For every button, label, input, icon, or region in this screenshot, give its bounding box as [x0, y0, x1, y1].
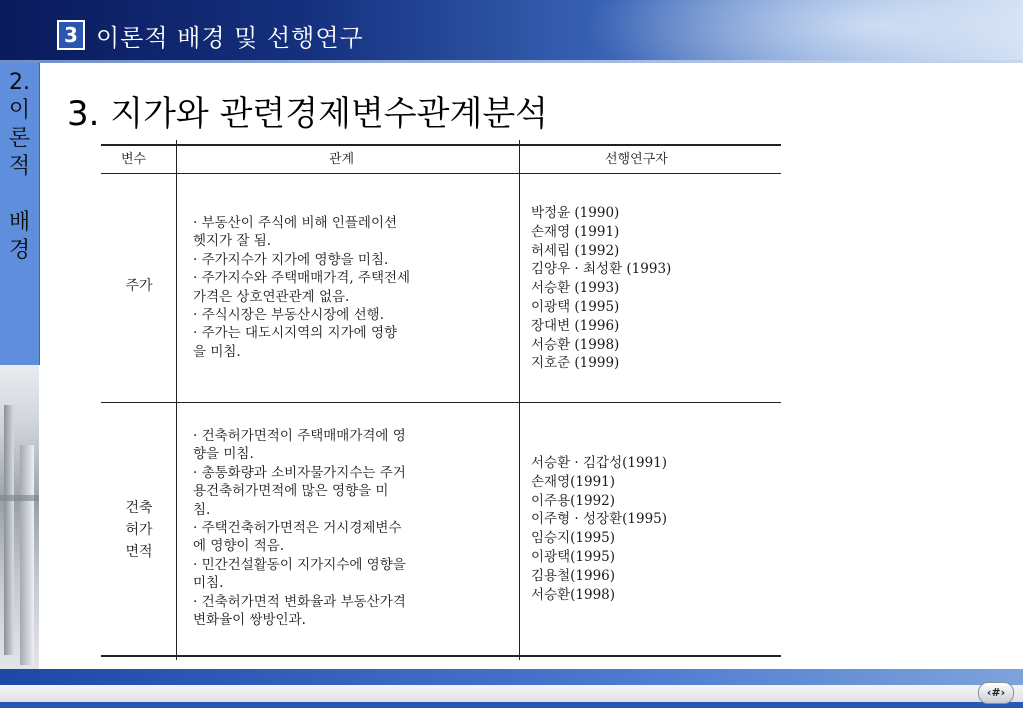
variable-line: 건축 — [125, 500, 153, 516]
row-building-permit-variable — [103, 497, 175, 563]
researcher-line: 손재영 (1991) — [531, 223, 620, 240]
section-title: 이론적 배경 및 선행연구 — [96, 24, 364, 52]
footer-bottom-stripe — [0, 702, 1023, 708]
relation-line: · 총통화량과 소비자물가지수는 주거 — [193, 464, 406, 481]
sidebar-label-line: 이 — [8, 98, 31, 123]
row-building-permit-researchers — [531, 454, 781, 604]
row-stock-researchers — [531, 204, 781, 373]
sidebar-label-text — [0, 69, 39, 265]
relation-line: · 건축허가면적이 주택매매가격에 영 — [193, 428, 406, 444]
researcher-line: 김양우 · 최성환 (1993) — [531, 261, 672, 278]
relation-line: · 건축허가면적 변화율과 부동산가격 — [193, 593, 406, 610]
relation-line: · 주식시장은 부동산시장에 선행. — [193, 307, 384, 324]
relation-line: 향을 미침. — [193, 446, 254, 463]
sidebar-building-photo — [0, 365, 39, 671]
relation-line: 변화율이 쌍방인과. — [193, 612, 306, 629]
relation-line: · 주택건축허가면적은 거시경제변수 — [193, 520, 402, 537]
slide-header — [0, 0, 1023, 60]
header-divider — [0, 60, 1023, 63]
sidebar-label-line: 2. — [9, 70, 30, 95]
row-building-permit-relation — [193, 427, 513, 629]
building-ledge — [0, 495, 39, 501]
relation-line: · 민간건설활동이 지가지수에 영향을 — [193, 556, 406, 573]
relation-line: 미침. — [193, 575, 224, 592]
relation-line: · 주가지수가 지가에 영향을 미침. — [193, 251, 389, 268]
researcher-line: 임승지(1995) — [531, 530, 616, 547]
research-table — [101, 140, 781, 660]
researcher-line: 이주형 · 성장환(1995) — [531, 511, 668, 528]
researcher-line: 서승환(1998) — [531, 586, 616, 603]
researcher-line: 서승환 (1993) — [531, 280, 620, 297]
table-column-divider — [519, 140, 520, 660]
relation-line: 을 미침. — [193, 343, 241, 360]
sidebar-label-line: 배 — [8, 210, 31, 235]
row-stock-variable — [103, 275, 175, 297]
footer-band — [0, 669, 1023, 685]
variable-line: 주가 — [125, 278, 153, 294]
table-top-rule — [101, 144, 781, 146]
sidebar-section-label — [0, 63, 40, 365]
relation-line: 용건축허가면적에 많은 영향을 미 — [193, 483, 389, 500]
section-number-badge: 3 — [57, 20, 85, 50]
sidebar-label-line: 적 — [8, 154, 31, 179]
variable-line: 허가 — [125, 522, 153, 538]
researcher-line: 이광택 (1995) — [531, 298, 620, 315]
relation-line: · 주가지수와 주택매매가격, 주택전세 — [193, 270, 411, 287]
table-header-rule — [101, 173, 781, 174]
relation-line: 침. — [193, 501, 211, 518]
building-shape — [4, 405, 14, 655]
researcher-line: 이주용(1992) — [531, 492, 616, 509]
page-number-badge: ‹#› — [978, 682, 1014, 704]
row-stock-relation — [193, 214, 513, 361]
sidebar-label-line: 경 — [8, 238, 31, 263]
researcher-line: 김용철(1996) — [531, 567, 616, 584]
table-column-divider — [176, 140, 177, 660]
researcher-line: 서승환 · 김갑성(1991) — [531, 455, 668, 471]
relation-line: · 부동산이 주식에 비해 인플레이션 — [193, 215, 398, 231]
header-researchers: 선행연구자 — [605, 152, 668, 167]
researcher-line: 지호준 (1999) — [531, 355, 620, 372]
researcher-line: 서승환 (1998) — [531, 336, 620, 353]
page-title: 3. 지가와 관련경제변수관계분석 — [67, 94, 549, 134]
sidebar-label-line — [0, 181, 39, 209]
variable-line: 면적 — [125, 544, 153, 560]
relation-line: 에 영향이 적음. — [193, 538, 285, 555]
relation-line: · 주가는 대도시지역의 지가에 영향 — [193, 325, 398, 342]
relation-line: 헷지가 잘 됨. — [193, 233, 272, 250]
building-shape — [20, 445, 34, 665]
header-relation: 관계 — [329, 152, 355, 167]
researcher-line: 장대변 (1996) — [531, 317, 620, 334]
relation-line: 가격은 상호연관관계 없음. — [193, 288, 350, 305]
researcher-line: 손재영(1991) — [531, 473, 616, 490]
header-variable: 변수 — [121, 152, 147, 167]
researcher-line: 박정윤 (1990) — [531, 205, 620, 221]
sidebar-label-line: 론 — [8, 126, 31, 151]
table-row-divider — [101, 402, 781, 403]
table-bottom-rule — [101, 655, 781, 657]
researcher-line: 허세림 (1992) — [531, 242, 620, 259]
researcher-line: 이광택(1995) — [531, 548, 616, 565]
